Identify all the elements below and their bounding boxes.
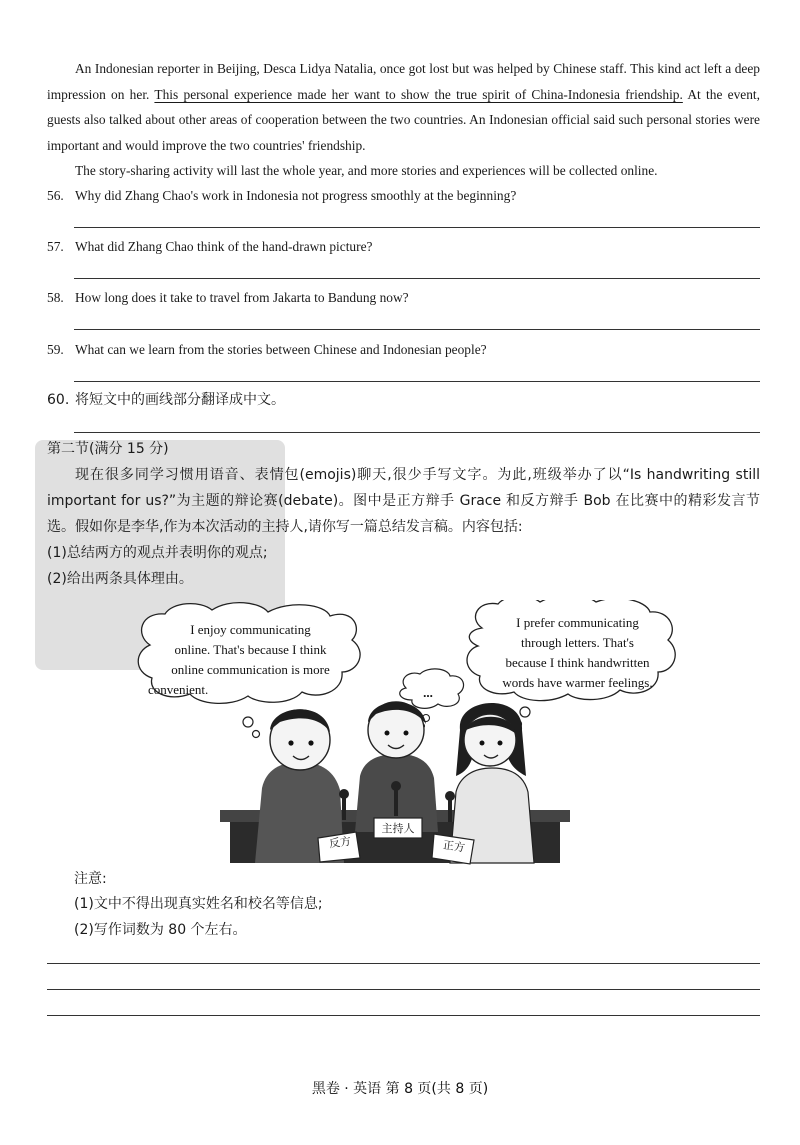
bubble-line: convenient. <box>148 682 209 697</box>
passage-paragraph-2: The story-sharing activity will last the whole year, and more stories and experiences will be collected online. <box>75 163 658 178</box>
question-text: Why did Zhang Chao's work in Indonesia not progress smoothly at the beginning? <box>75 188 517 203</box>
requirement-1: (1)总结两方的观点并表明你的观点; <box>47 545 268 561</box>
bubble-middle-text: ... <box>423 685 433 700</box>
sign-left-label: 反方 <box>328 834 352 851</box>
note-1: (1)文中不得出现真实姓名和校名等信息; <box>74 896 323 912</box>
answer-line-57[interactable] <box>74 278 760 279</box>
question-58 <box>47 288 760 308</box>
question-text: What can we learn from the stories between Chinese and Indonesian people? <box>75 342 487 357</box>
answer-line-58[interactable] <box>74 329 760 330</box>
passage-text-continued: At the event, guests also talked about other areas of cooperation between the two countries. An Indonesian official said such personal stories were important and would improve the two countries' friendship. <box>47 86 760 153</box>
sign-right-label: 正方 <box>442 838 466 855</box>
sign-middle-label: 主持人 <box>381 822 415 835</box>
requirement-2: (2)给出两条具体理由。 <box>47 571 193 587</box>
answer-line-56[interactable] <box>74 227 760 228</box>
bubble-line: online communication is more <box>171 662 330 677</box>
section-heading: 第二节(满分 15 分) <box>47 441 169 457</box>
question-59 <box>47 340 760 360</box>
bubble-line: online. That's because I think <box>174 642 327 657</box>
bubble-line: I prefer communicating <box>516 615 639 630</box>
question-number: 57. <box>47 239 64 254</box>
bubble-line: through letters. That's <box>521 635 634 650</box>
bubble-line: I enjoy communicating <box>190 622 311 637</box>
passage-paragraph-1 <box>47 56 760 158</box>
question-number: 58. <box>47 290 64 305</box>
bubble-right-text <box>470 613 685 693</box>
writing-line[interactable] <box>47 963 760 964</box>
bubble-left-text <box>138 620 363 700</box>
note-2: (2)写作词数为 80 个左右。 <box>74 922 247 938</box>
answer-line-60[interactable] <box>74 432 760 433</box>
question-number: 56. <box>47 188 64 203</box>
question-number: 59. <box>47 342 64 357</box>
page-footer: 黑卷 · 英语 第 8 页(共 8 页) <box>311 1081 489 1097</box>
bubble-line: because I think handwritten <box>505 655 650 670</box>
notes-title: 注意: <box>74 871 107 887</box>
underlined-sentence: This personal experience made her want to show the true spirit of China-Indonesia friendship. <box>154 86 683 102</box>
question-text: 将短文中的画线部分翻译成中文。 <box>75 392 285 408</box>
question-text: How long does it take to travel from Jakarta to Bandung now? <box>75 290 409 305</box>
question-57 <box>47 237 760 257</box>
question-56 <box>47 186 760 206</box>
writing-line[interactable] <box>47 989 760 990</box>
question-60 <box>47 390 760 410</box>
question-number: 60. <box>47 392 70 408</box>
writing-prompt: 现在很多同学习惯用语音、表情包(emojis)聊天,很少手写文字。为此,班级举办了以“Is handwriting still important for us?”为主题的辩论赛(debate)。图中是正方辩手 Grace 和反方辩手 Bob 在比赛中的精彩发言节选。假如你是李华,作为本次活动的主持人,请你写一篇总结发言稿。内容包括: <box>47 467 760 535</box>
passage-text: An Indonesian reporter in Beijing, Desca Lidya Natalia, once got lost but was helped by Chinese staff. This kind act left a deep impression on her. <box>47 61 760 102</box>
answer-line-59[interactable] <box>74 381 760 382</box>
question-text: What did Zhang Chao think of the hand-drawn picture? <box>75 239 373 254</box>
bubble-line: words have warmer feelings. <box>502 675 653 690</box>
writing-line[interactable] <box>47 1015 760 1016</box>
